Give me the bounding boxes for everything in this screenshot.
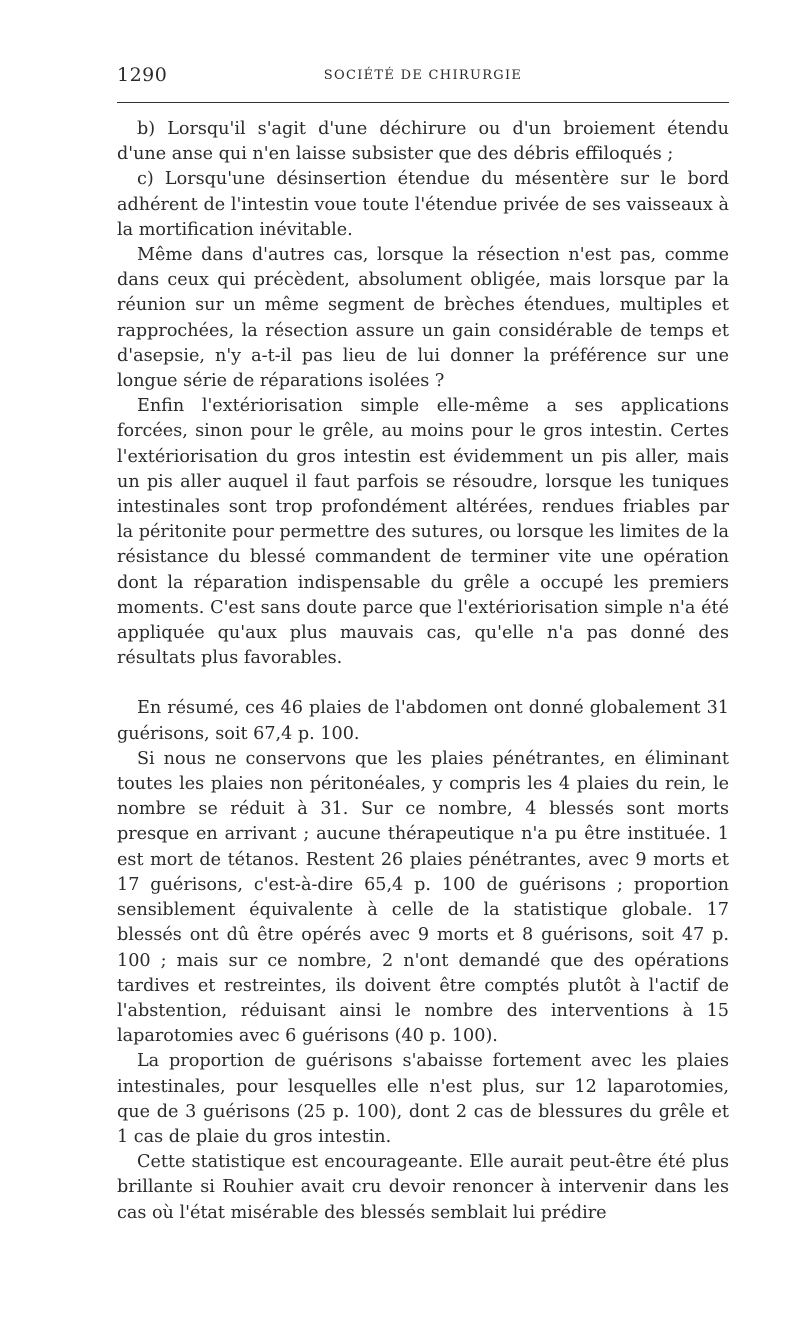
page-header xyxy=(117,64,729,90)
running-title: SOCIÉTÉ DE CHIRURGIE xyxy=(323,68,523,83)
paragraph-penetrating-wounds: Si nous ne conservons que les plaies pénétrantes, en éliminant toutes les plaies non péritonéales, y compris les 4 plaies du rein, le nombre se réduit à 31. Sur ce nombre, 4 blessés sont morts presque en arrivant ; aucune thérapeutique n'a pu être instituée. 1 est mort de tétanos. Restent 26 plaies pénétrantes, avec 9 morts et 17 guérisons, c'est-à-dire 65,4 p. 100 de guérisons ; proportion sensiblement équivalente à celle de la statistique globale. 17 blessés ont dû être opérés avec 9 morts et 8 guérisons, soit 47 p. 100 ; mais sur ce nombre, 2 n'ont demandé que des opérations tardives et restreintes, ils doivent être comptés plutôt à l'actif de l'abstention, réduisant ainsi le nombre des interventions à 15 laparotomies avec 6 guérisons (40 p. 100). xyxy=(117,748,729,1047)
body-text xyxy=(117,117,729,1226)
paragraph-intestinal-wounds: La proportion de guérisons s'abaisse fortement avec les plaies intestinales, pour lesquelles elle n'est plus, sur 12 laparotomies, que de 3 guérisons (25 p. 100), dont 2 cas de blessures du grêle et 1 cas de plaie du gros intestin. xyxy=(117,1051,729,1147)
paragraph-item-c: c) Lorsqu'une désinsertion étendue du mésentère sur le bord adhérent de l'intestin voue toute l'étendue privée de ses vaisseaux à la mortification inévitable. xyxy=(117,169,729,240)
header-rule xyxy=(117,102,729,103)
page-number: 1290 xyxy=(117,64,168,86)
paragraph-summary: En résumé, ces 46 plaies de l'abdomen ont donné globalement 31 guérisons, soit 67,4 p. 100. xyxy=(117,698,729,744)
paragraph-conclusion: Cette statistique est encourageante. Elle aurait peut-être été plus brillante si Rouhier avait cru devoir renoncer à intervenir dans les cas où l'état misérable des blessés semblait lui prédire xyxy=(117,1152,729,1223)
paragraph-item-b: b) Lorsqu'il s'agit d'une déchirure ou d'un broiement étendu d'une anse qui n'en laisse subsister que des débris effiloqués ; xyxy=(117,119,729,165)
paragraph-resection: Même dans d'autres cas, lorsque la résection n'est pas, comme dans ceux qui précèdent, absolument obligée, mais lorsque par la réunion sur un même segment de brèches étendues, multiples et rapprochées, la résection assure un gain considérable de temps et d'asepsie, n'y a-t-il pas lieu de lui donner la préférence sur une longue série de réparations isolées ? xyxy=(117,245,729,392)
section-gap xyxy=(117,671,729,696)
paragraph-exteriorisation: Enfin l'extériorisation simple elle-même a ses applications forcées, sinon pour le grêle, au moins pour le gros intestin. Certes l'extériorisation du gros intestin est évidemment un pis aller, mais un pis aller auquel il faut parfois se résoudre, lorsque les tuniques intestinales sont trop profondément altérées, rendues friables par la péritonite pour permettre des sutures, ou lorsque les limites de la résistance du blessé commandent de terminer vite une opération dont la réparation indispensable du grêle a occupé les premiers moments. C'est sans doute parce que l'extériorisation simple n'a été appliquée qu'aux plus mauvais cas, qu'elle n'a pas donné des résultats plus favorables. xyxy=(117,396,729,669)
